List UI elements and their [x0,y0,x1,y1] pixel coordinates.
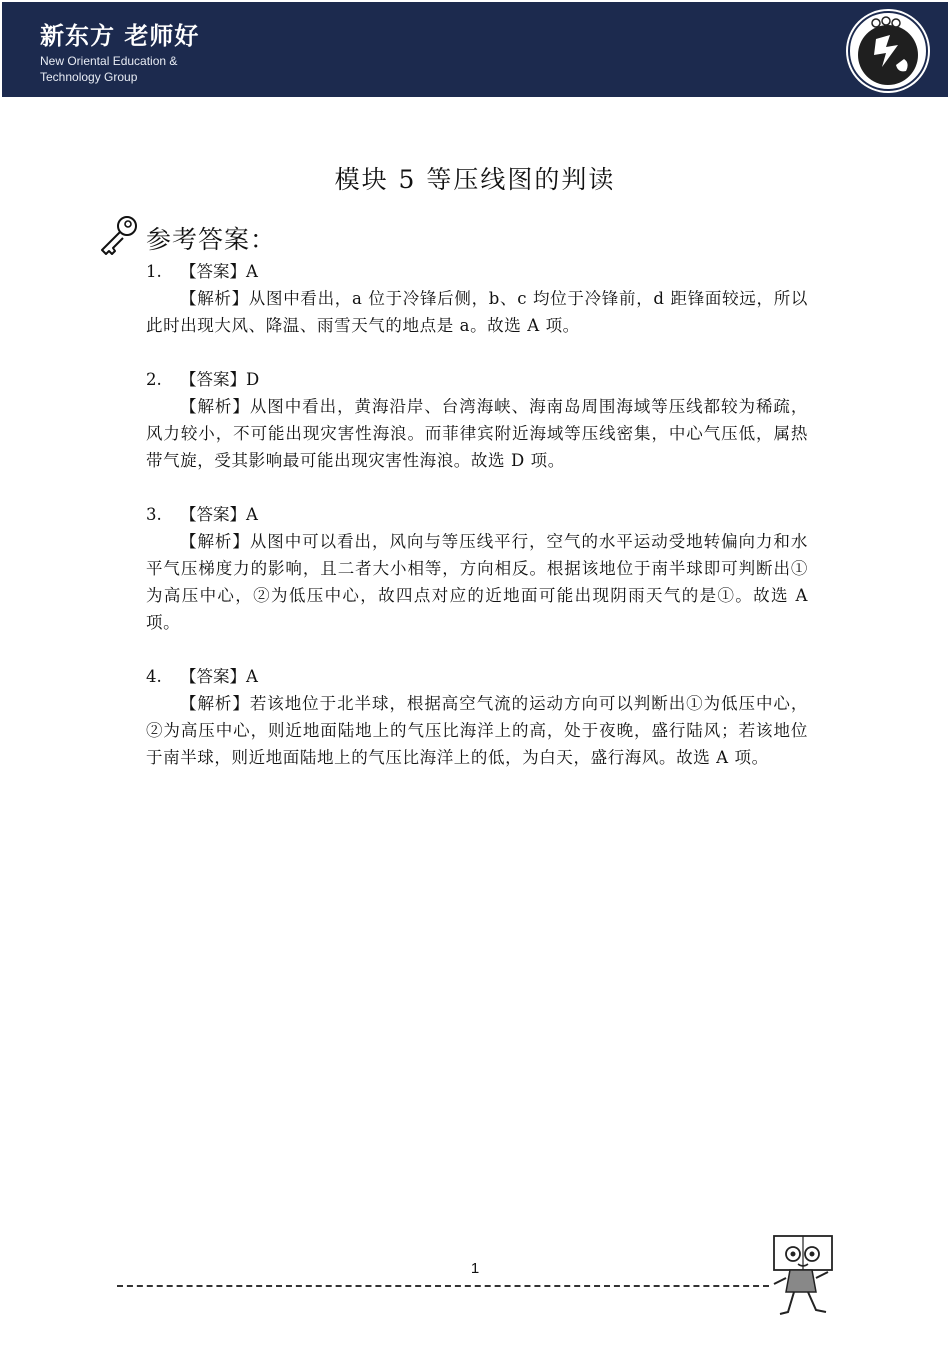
page-title: 模块 5 等压线图的判读 [334,165,616,194]
mascot-icon [768,1232,836,1318]
explanation: 【解析】若该地位于北半球，根据高空气流的运动方向可以判断出①为低压中心，②为高压中心，则近地面陆地上的气压比海洋上的高，处于夜晚，盛行陆风；若该地位于南半球，则近地面陆地上的气压比海洋上的低，为白天，盛行海风。故选 A 项。 [146,694,808,767]
answer-item [146,663,808,771]
item-number: 4. [146,667,162,686]
key-icon [97,213,141,257]
answers-heading: 参考答案： [146,225,277,254]
header-banner [2,2,948,97]
brand-name-cn: 新东方 老师好 [40,22,200,50]
explanation: 【解析】从图中看出，a 位于冷锋后侧，b、c 均位于冷锋前，d 距锋面较远，所以此时出现大风、降温、雨雪天气的地点是 a。故选 A 项。 [146,289,808,335]
answer-item [146,258,808,339]
answer-label: 【答案】A [180,262,258,281]
answer-item [146,501,808,636]
page-number: 1 [470,1260,480,1277]
explanation: 【解析】从图中可以看出，风向与等压线平行，空气的水平运动受地转偏向力和水平气压梯度力的影响，且二者大小相等，方向相反。根据该地位于南半球即可判断出①为高压中心，②为低压中心，故四点对应的近地面可能出现阴雨天气的是①。故选 A 项。 [146,532,808,632]
item-number: 1. [146,262,162,281]
item-number: 2. [146,370,162,389]
answers-list [146,258,808,798]
answer-item [146,366,808,474]
answer-label: 【答案】A [180,505,258,524]
logo-icon [846,9,930,93]
brand-name-en: New Oriental Education & Technology Group [40,54,178,84]
explanation: 【解析】从图中看出，黄海沿岸、台湾海峡、海南岛周围海域等压线都较为稀疏，风力较小，不可能出现灾害性海浪。而菲律宾附近海域等压线密集，中心气压低，属热带气旋，受其影响最可能出现灾害性海浪。故选 D 项。 [146,397,808,470]
footer-divider [117,1285,769,1287]
item-number: 3. [146,505,162,524]
answer-label: 【答案】A [180,667,258,686]
answer-label: 【答案】D [180,370,260,389]
